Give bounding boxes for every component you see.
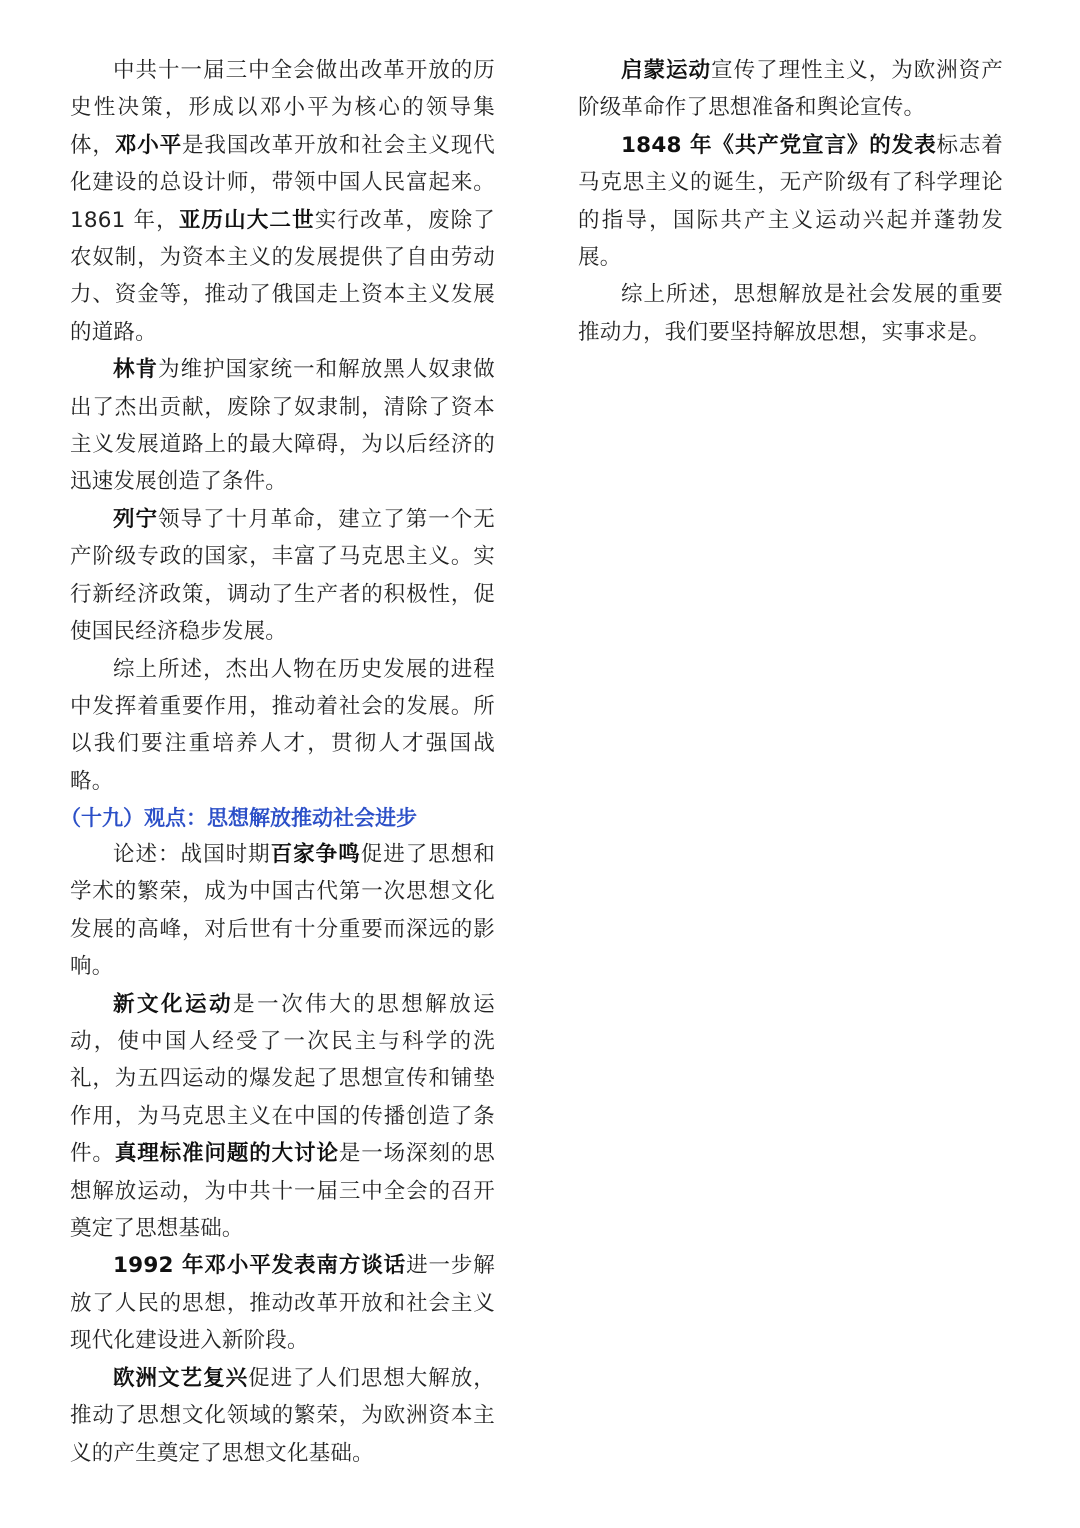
section-body xyxy=(70,836,495,1472)
text-run: 进一步解放了人民的思想，推动改革开放和社会主义现代化建设进入新阶段。 xyxy=(70,1253,495,1354)
bold-term: 亚历山大二世 xyxy=(178,207,315,233)
paragraph xyxy=(578,52,1003,127)
paragraph xyxy=(70,501,495,651)
left-column xyxy=(70,52,495,800)
text-run: 综上所述，杰出人物在历史发展的进程中发挥着重要作用，推动着社会的发展。所以我们要注重培养人才，贯彻人才强国战略。 xyxy=(70,656,495,794)
bold-term: 林肯 xyxy=(113,357,159,383)
bold-term: 列宁 xyxy=(113,506,159,532)
text-run: 宣传了理性主义，为欧洲资产阶级革命作了思想准备和舆论宣传。 xyxy=(578,58,1003,121)
bold-term: 真理标准问题的大讨论 xyxy=(114,1141,339,1167)
section-heading: （十九）观点：思想解放推动社会进步 xyxy=(60,806,417,830)
text-run: 综上所述，思想解放是社会发展的重要推动力，我们要坚持解放思想，实事求是。 xyxy=(578,282,1003,345)
bold-term: 1848 年《共产党宣言》的发表 xyxy=(621,132,937,158)
paragraph xyxy=(70,1247,495,1359)
bold-term: 新文化运动 xyxy=(113,991,234,1017)
bold-term: 启蒙运动 xyxy=(621,58,712,83)
bold-term: 邓小平 xyxy=(114,132,183,158)
paragraph xyxy=(70,52,495,351)
bold-term: 1992 年邓小平发表南方谈话 xyxy=(113,1253,407,1279)
paragraph xyxy=(70,836,495,986)
text-run: 是一场深刻的思想解放运动，为中共十一届三中全会的召开奠定了思想基础。 xyxy=(70,1141,495,1242)
text-run: 领导了十月革命，建立了第一个无产阶级专政的国家，丰富了马克思主义。实行新经济政策，调动了生产者的积极性，促使国民经济稳步发展。 xyxy=(70,506,495,645)
right-column xyxy=(578,52,1003,351)
paragraph xyxy=(70,986,495,1248)
text-run: 是一次伟大的思想解放运动，使中国人经受了一次民主与科学的洗礼，为五四运动的爆发起了思想宣传和铺垫作用，为马克思主义在中国的传播创造了条件。 xyxy=(70,991,495,1167)
paragraph xyxy=(70,351,495,501)
paragraph xyxy=(70,651,495,801)
text-run: 实行改革，废除了农奴制，为资本主义的发展提供了自由劳动力、资金等，推动了俄国走上资本主义发展的道路。 xyxy=(70,207,496,345)
text-run: 标志着马克思主义的诞生，无产阶级有了科学理论的指导，国际共产主义运动兴起并蓬勃发展。 xyxy=(578,132,1003,271)
paragraph xyxy=(578,127,1003,277)
text-run: 为维护国家统一和解放黑人奴隶做出了杰出贡献，废除了奴隶制，清除了资本主义发展道路上的最大障碍，为以后经济的迅速发展创造了条件。 xyxy=(70,357,495,495)
bold-term: 欧洲文艺复兴 xyxy=(113,1365,249,1391)
paragraph xyxy=(578,276,1003,351)
text-run: 论述：战国时期 xyxy=(113,842,271,867)
text-run: 是我国改革开放和社会主义现代化建设的总设计师，带领中国人民富起来。1861 年， xyxy=(70,132,495,233)
text-run: 促进了思想和学术的繁荣，成为中国古代第一次思想文化发展的高峰，对后世有十分重要而深远的影响。 xyxy=(70,842,495,980)
bold-term: 百家争鸣 xyxy=(270,842,361,867)
paragraph xyxy=(70,1360,495,1472)
text-run: 中共十一届三中全会做出改革开放的历史性决策，形成以邓小平为核心的领导集体， xyxy=(70,58,495,158)
text-run: 促进了人们思想大解放，推动了思想文化领域的繁荣，为欧洲资本主义的产生奠定了思想文化基础。 xyxy=(70,1365,496,1466)
